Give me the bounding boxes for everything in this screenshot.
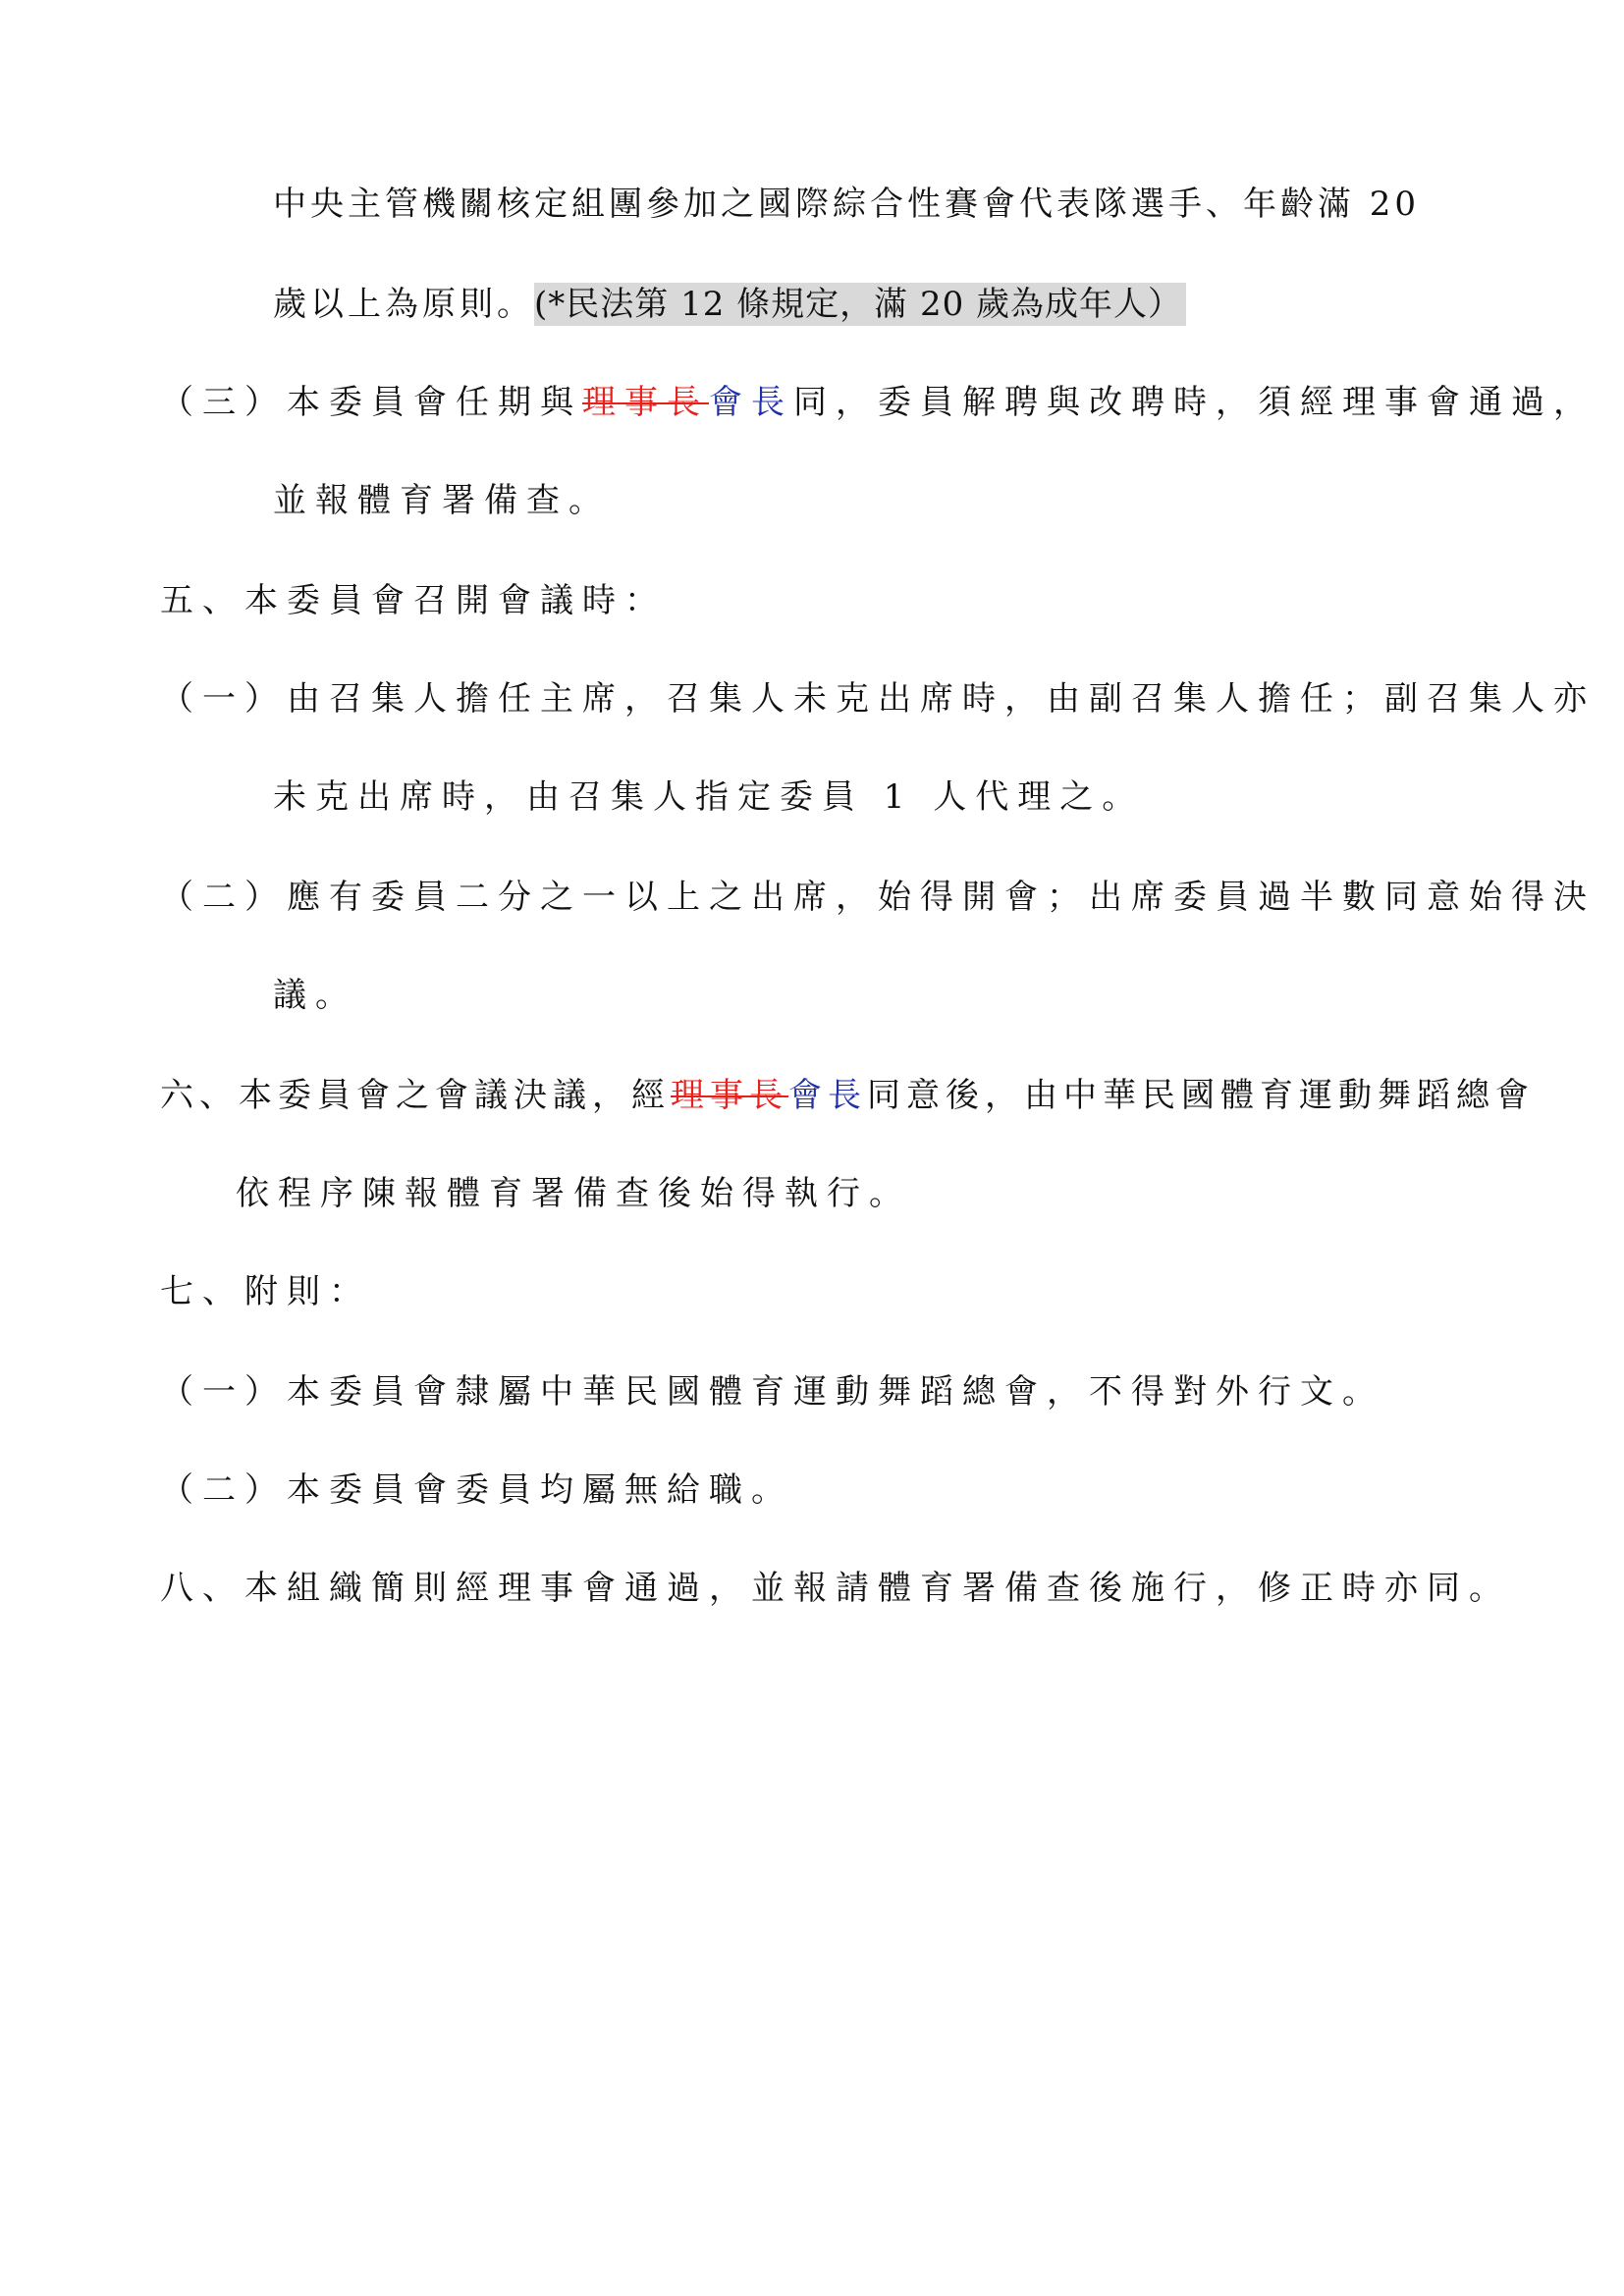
paragraph-line: 未克出席時，由召集人指定委員 1 人代理之。 (273, 777, 1145, 817)
section-heading: 五、本委員會召開會議時： (160, 581, 667, 620)
paragraph-line: （一）本委員會隸屬中華民國體育運動舞蹈總會，不得對外行文。 (160, 1372, 1384, 1412)
paragraph-line: （一）由召集人擔任主席，召集人未克出席時，由副召集人擔任；副召集人亦 (160, 679, 1596, 719)
paragraph-line: 中央主管機關核定組團參加之國際綜合性賽會代表隊選手、年齡滿 20 (273, 185, 1421, 224)
paragraph-line (160, 1074, 1535, 1117)
line-text: 六、本委員會之會議決議，經 (160, 1076, 671, 1115)
line-text: （三）本委員會任期與 (160, 383, 582, 422)
paragraph-line (273, 283, 1186, 326)
paragraph-line: （二）應有委員二分之一以上之出席，始得開會；出席委員過半數同意始得決 (160, 878, 1596, 917)
section-heading: 七、附則： (160, 1272, 371, 1311)
inserted-text: 會長 (788, 1076, 867, 1115)
paragraph-line: 並報體育署備查。 (273, 481, 611, 520)
line-text: 歲以上為原則。 (273, 285, 534, 324)
paragraph-line: 依程序陳報體育署備查後始得執行。 (236, 1174, 911, 1213)
deleted-text: 理事長 (671, 1076, 788, 1115)
paragraph-line (160, 381, 1596, 424)
deleted-text: 理事長 (582, 383, 709, 422)
line-text: 同，委員解聘與改聘時，須經理事會通過， (793, 383, 1596, 422)
paragraph-line: 議。 (273, 976, 357, 1015)
line-text: 同意後，由中華民國體育運動舞蹈總會 (867, 1076, 1535, 1115)
inserted-text: 會長 (709, 383, 793, 422)
section-heading: 八、本組織簡則經理事會通過，並報請體育署備查後施行，修正時亦同。 (160, 1569, 1511, 1608)
highlighted-note: (*民法第 12 條規定，滿 20 歲為成年人） (534, 283, 1186, 326)
paragraph-line: （二）本委員會委員均屬無給職。 (160, 1470, 793, 1510)
